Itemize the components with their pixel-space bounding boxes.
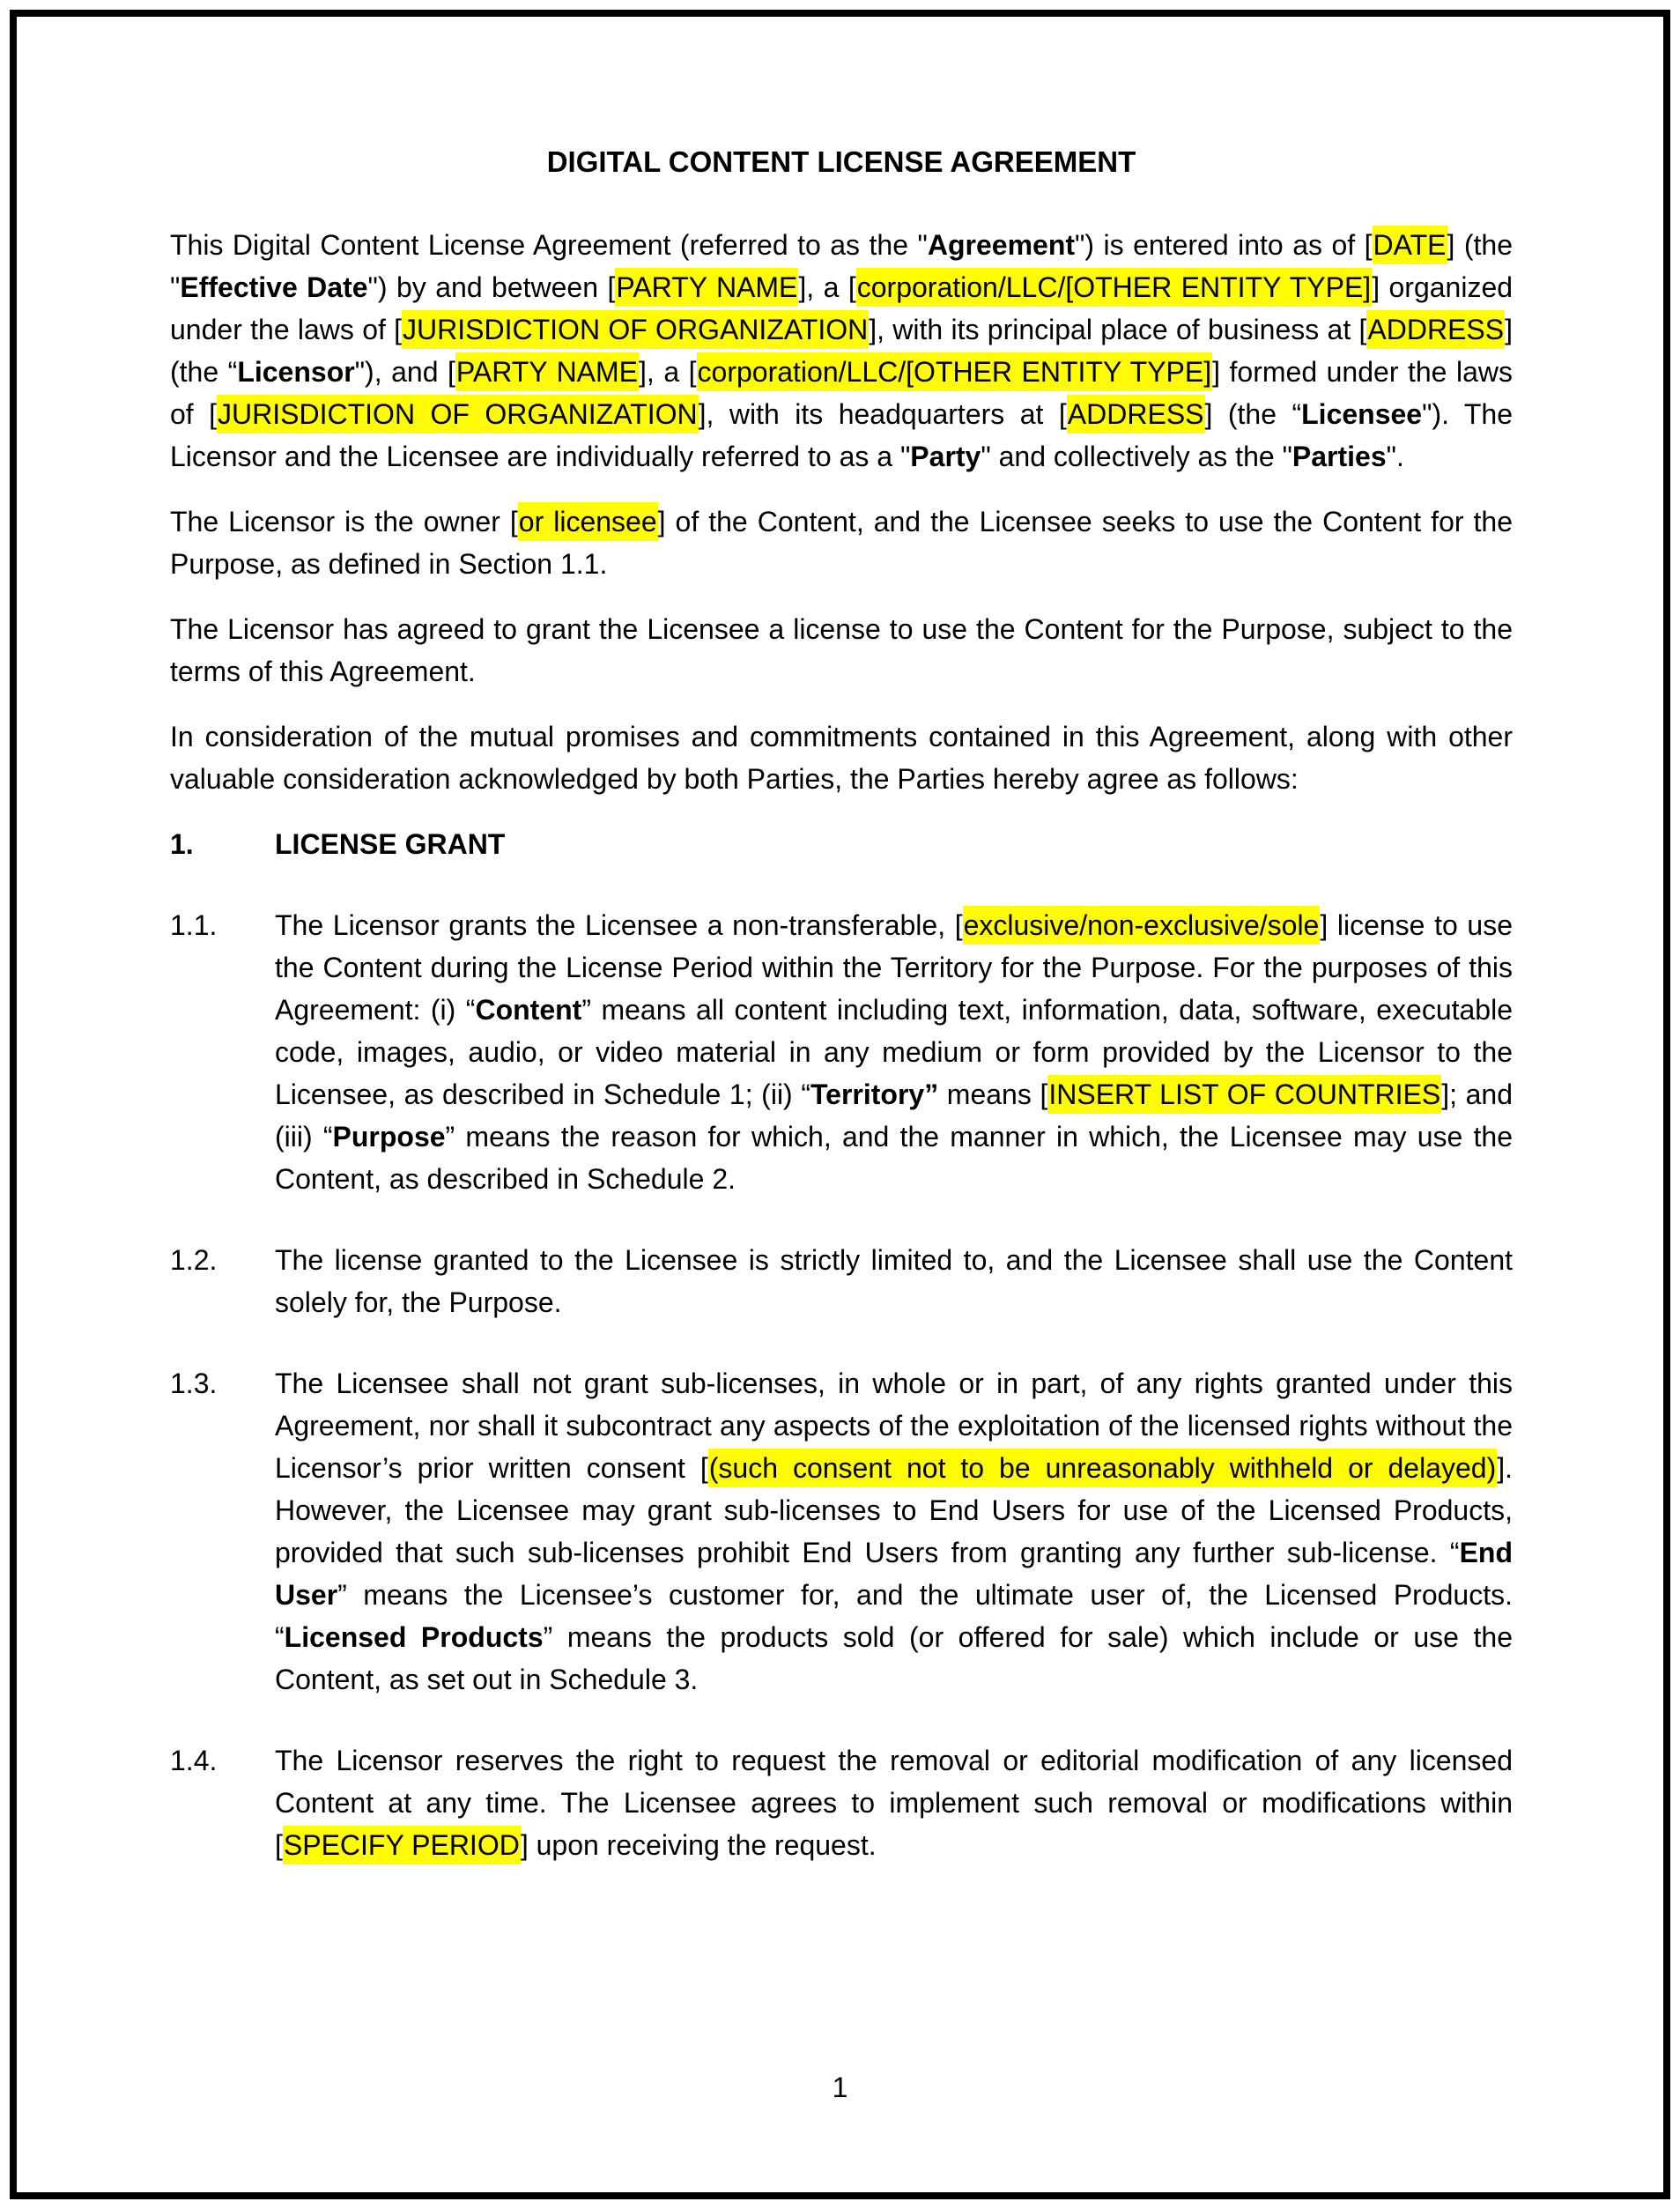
- clause-text: [275, 1739, 1513, 1866]
- text-run: The Licensor grants the Licensee a non-transferable, [: [275, 909, 963, 941]
- text-run: "). The Licensor and the Licensee are individually referred to as a ": [170, 398, 1513, 472]
- section-heading-label: LICENSE GRANT: [275, 828, 506, 860]
- text-run: " and collectively as the ": [981, 441, 1292, 472]
- text-run: ” means the reason for which, and the manner in which, the Licensee may use the Content, as described in Schedule 2.: [275, 1121, 1513, 1195]
- placeholder-highlight: DATE: [1373, 226, 1447, 264]
- placeholder-highlight: (such consent not to be unreasonably withheld or delayed): [708, 1449, 1498, 1487]
- text-run: The Licensor has agreed to grant the Licensee a license to use the Content for the Purpose, subject to the terms of this Agreement.: [170, 613, 1513, 687]
- clause-text: [275, 904, 1513, 1200]
- bold-term-run: Agreement: [927, 229, 1076, 261]
- bold-term-run: Licensee: [1301, 398, 1423, 430]
- text-run: In consideration of the mutual promises and commitments contained in this Agreement, along with other valuable consideration acknowledged by both Parties, the Parties hereby agree as follows:: [170, 721, 1513, 795]
- bold-term-run: Licensed Products: [284, 1621, 544, 1653]
- text-run: ], a [: [798, 271, 856, 303]
- placeholder-highlight: JURISDICTION OF ORGANIZATION: [217, 395, 699, 434]
- text-run: ], with its headquarters at [: [698, 398, 1067, 430]
- bold-term-run: Effective Date: [180, 271, 368, 303]
- section-number: 1.: [170, 828, 194, 860]
- bold-term-run: Territory”: [810, 1079, 939, 1110]
- bold-term-run: Content: [475, 994, 582, 1026]
- placeholder-highlight: PARTY NAME: [615, 268, 798, 307]
- text-run: ], with its principal place of business at [: [869, 314, 1367, 345]
- placeholder-highlight: corporation/LLC/[OTHER ENTITY TYPE]: [856, 268, 1372, 307]
- bold-term-run: End User: [275, 1537, 1513, 1611]
- recital-grant-paragraph: [170, 608, 1513, 693]
- text-run: The license granted to the Licensee is strictly limited to, and the Licensee shall use the Content solely for, the Purpose.: [275, 1244, 1513, 1318]
- clause-number: 1.1.: [170, 909, 218, 941]
- clause-number: 1.2.: [170, 1244, 218, 1276]
- bold-term-run: Parties: [1291, 441, 1387, 472]
- text-run: ] organized under the laws of [: [170, 271, 1513, 345]
- text-run: The Licensor reserves the right to request the removal or editorial modification of any licensed Content at any time. The Licensee agrees to implement such removal or modifications within [: [275, 1745, 1513, 1861]
- clause-number: 1.4.: [170, 1745, 218, 1776]
- text-run: ] (the “: [1204, 398, 1302, 430]
- document-title: DIGITAL CONTENT LICENSE AGREEMENT: [546, 145, 1136, 178]
- text-run: ], a [: [639, 356, 697, 388]
- text-run: ") is entered into as of [: [1075, 229, 1373, 261]
- bold-term-run: Purpose: [332, 1121, 446, 1153]
- placeholder-highlight: exclusive/non-exclusive/sole: [963, 906, 1321, 945]
- text-run: ” means all content including text, information, data, software, executable code, images, audio, or video material in any medium or form provided by the Licensor to the Licensee, as described in Schedule 1; (ii) “: [275, 994, 1513, 1110]
- bold-term-run: Licensor: [237, 356, 355, 388]
- text-run: The Licensee shall not grant sub-licenses, in whole or in part, of any rights granted under this Agreement, nor shall it subcontract any aspects of the exploitation of the licensed rights without the Licensor’s prior written consent [: [275, 1368, 1513, 1484]
- clause-number: 1.3.: [170, 1368, 218, 1399]
- clause-1-3: [170, 1362, 1513, 1701]
- text-run: ] formed under the laws of [: [170, 356, 1513, 430]
- clause-text: [275, 1239, 1513, 1323]
- placeholder-highlight: or licensee: [518, 502, 658, 541]
- placeholder-highlight: INSERT LIST OF COUNTRIES: [1047, 1075, 1441, 1114]
- placeholder-highlight: SPECIFY PERIOD: [283, 1826, 521, 1864]
- text-run: ]. However, the Licensee may grant sub-licenses to End Users for use of the Licensed Products, provided that such sub-licenses prohibit End Users from granting any further sub-license. “: [275, 1452, 1513, 1568]
- clause-1-4: [170, 1739, 1513, 1866]
- text-run: The Licensor is the owner [: [170, 506, 518, 537]
- text-run: ".: [1386, 441, 1404, 472]
- placeholder-highlight: JURISDICTION OF ORGANIZATION: [402, 310, 869, 349]
- clause-1-1: [170, 904, 1513, 1200]
- text-run: ] license to use the Content during the License Period within the Territory for the Purpose. For the purposes of this Agreement: (i) “: [275, 909, 1513, 1026]
- intro-paragraph: [170, 224, 1513, 478]
- document-content: [170, 141, 1513, 1866]
- recital-owner-paragraph: [170, 500, 1513, 585]
- clause-text: [275, 1362, 1513, 1701]
- placeholder-highlight: corporation/LLC/[OTHER ENTITY TYPE]: [697, 352, 1213, 391]
- text-run: "), and [: [354, 356, 455, 388]
- placeholder-highlight: ADDRESS: [1366, 310, 1505, 349]
- placeholder-highlight: PARTY NAME: [455, 352, 639, 391]
- text-run: ] of the Content, and the Licensee seeks to use the Content for the Purpose, as defined in Section 1.1.: [170, 506, 1513, 580]
- text-run: ” means the Licensee’s customer for, and the ultimate user of, the Licensed Products. “: [275, 1579, 1513, 1653]
- clause-1-2: [170, 1239, 1513, 1323]
- section-license-grant-heading: [170, 823, 1513, 865]
- bold-term-run: Party: [910, 441, 981, 472]
- text-run: ") by and between [: [367, 271, 616, 303]
- text-run: ” means the products sold (or offered for sale) which include or use the Content, as set out in Schedule 3.: [275, 1621, 1513, 1695]
- placeholder-highlight: ADDRESS: [1067, 395, 1205, 434]
- text-run: This Digital Content License Agreement (referred to as the ": [170, 229, 928, 261]
- text-run: ] (the “: [170, 314, 1513, 388]
- text-run: ] upon receiving the request.: [520, 1829, 877, 1861]
- text-run: ]; and (iii) “: [275, 1079, 1513, 1153]
- text-run: means [: [938, 1079, 1048, 1110]
- text-run: ] (the ": [170, 229, 1513, 303]
- consideration-paragraph: [170, 715, 1513, 800]
- page-number: 1: [832, 2072, 848, 2103]
